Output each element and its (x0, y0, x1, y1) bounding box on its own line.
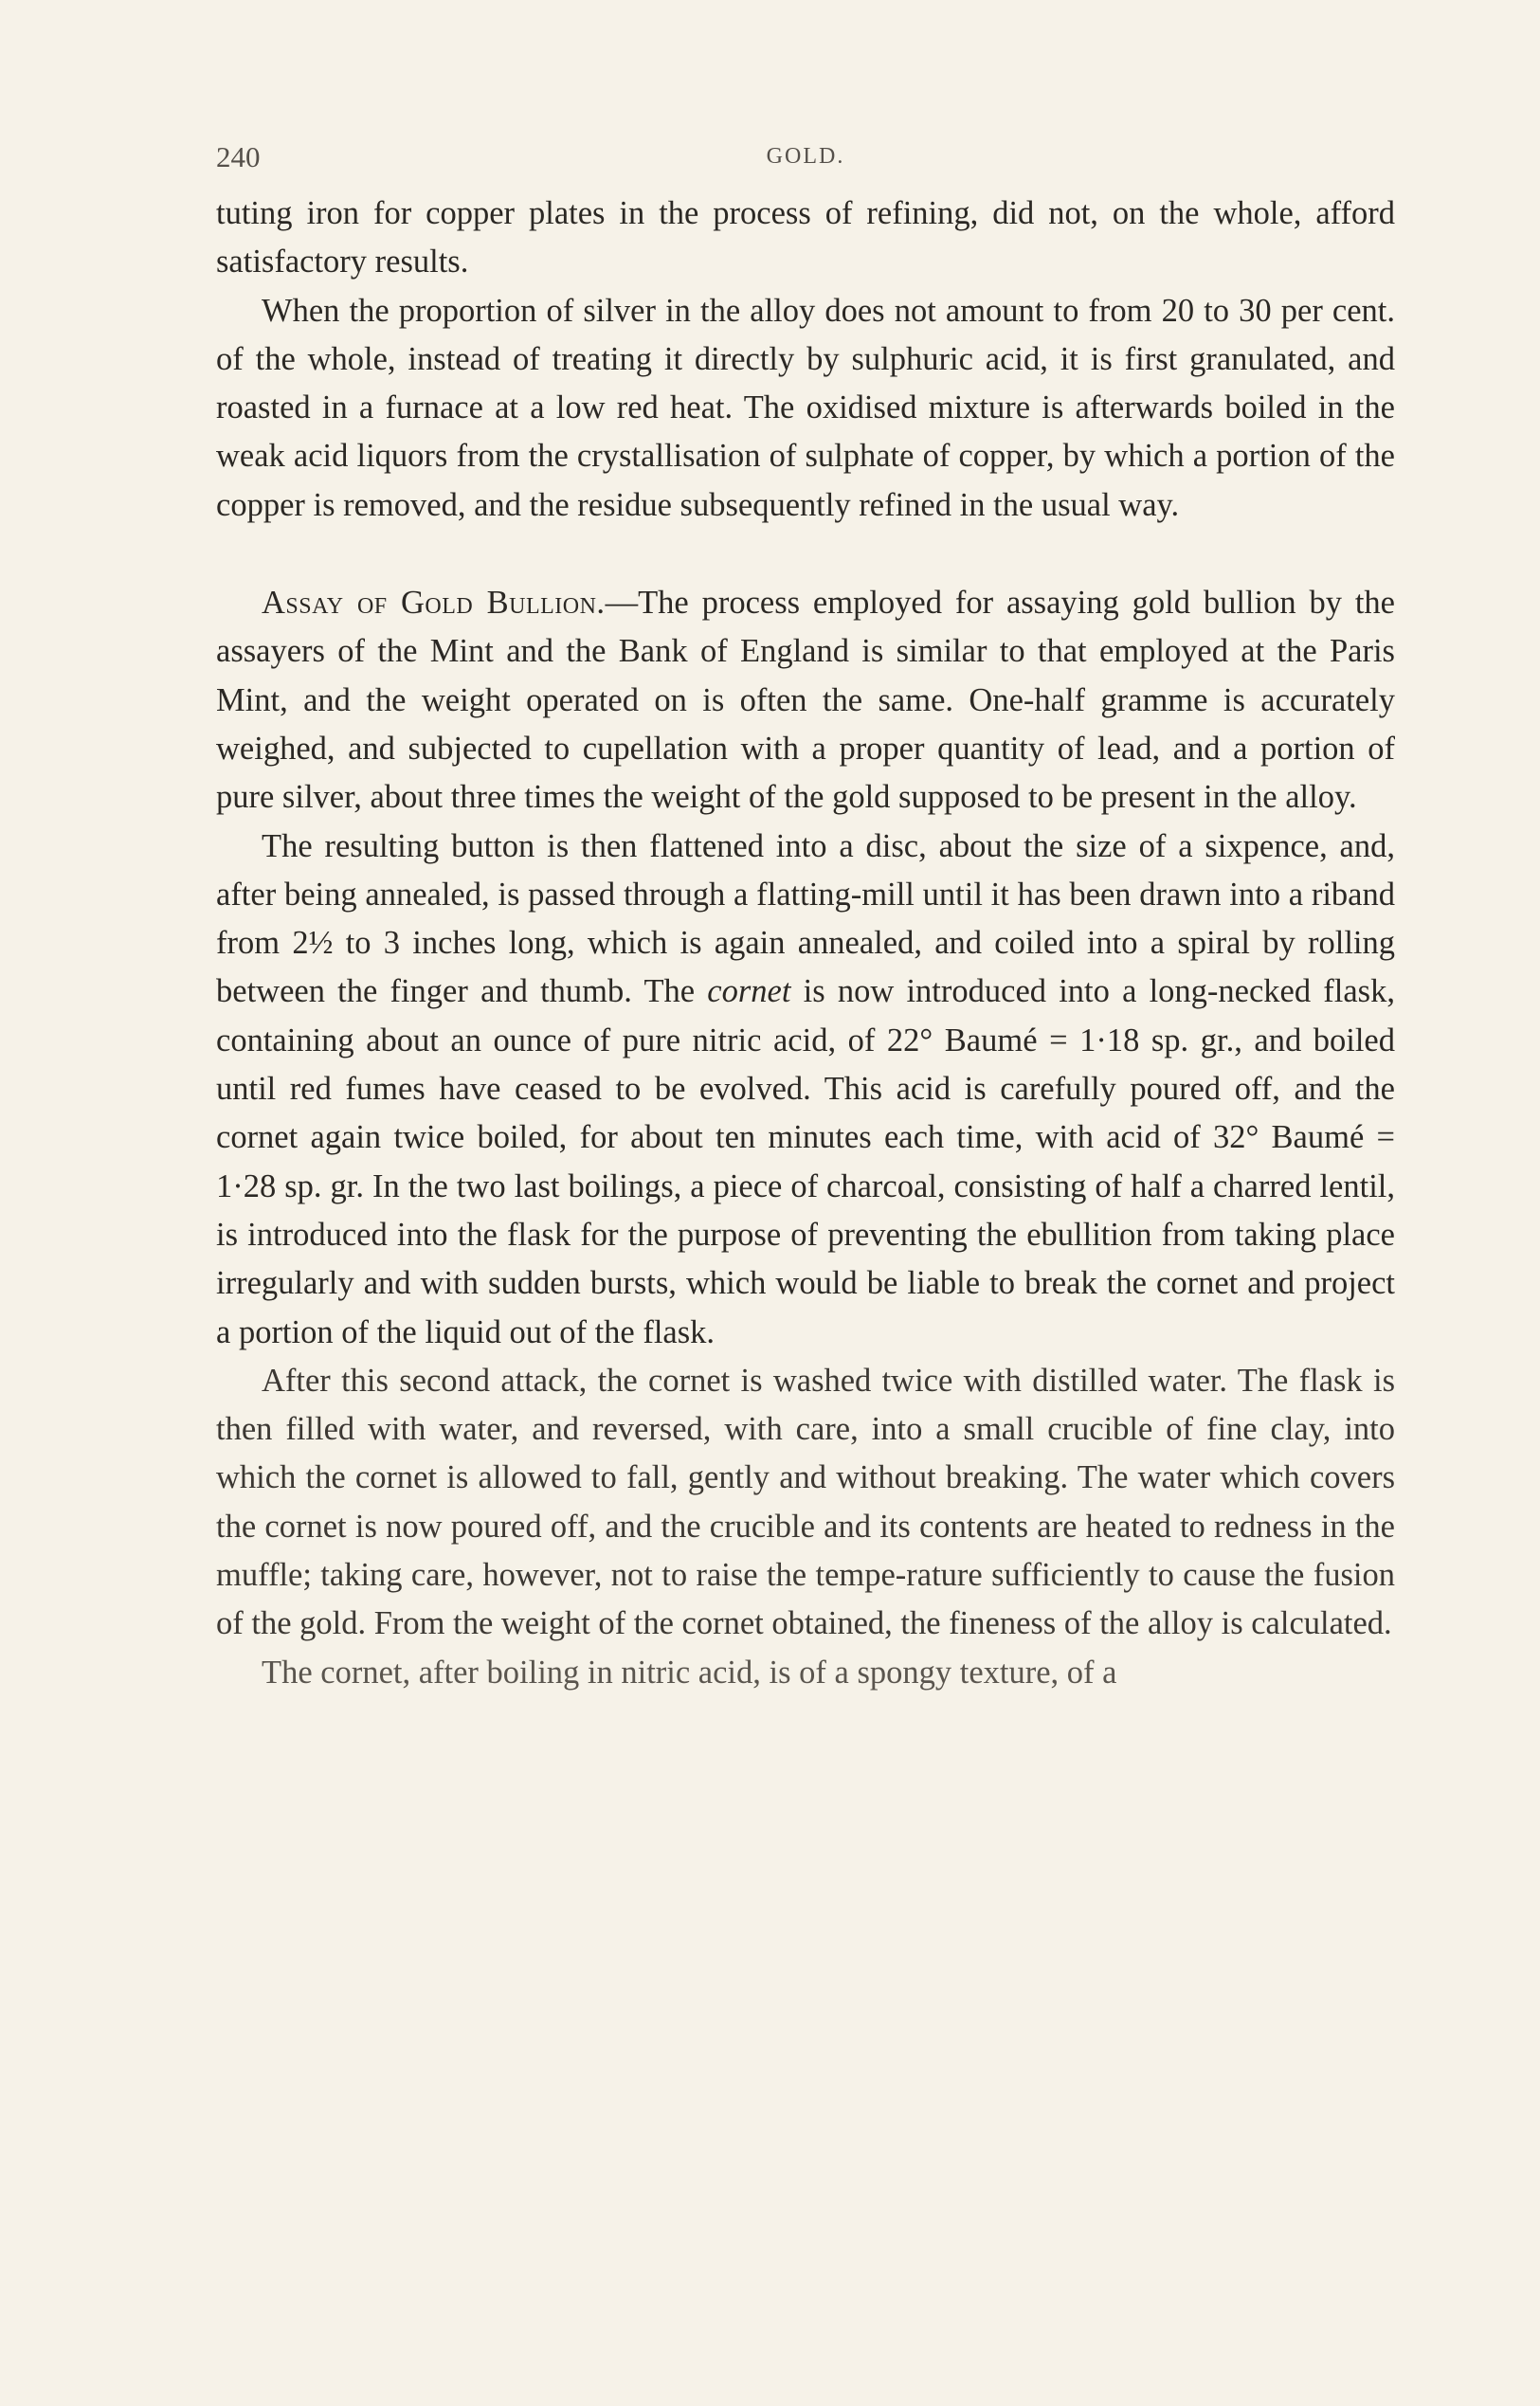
paragraph-second-attack: After this second attack, the cornet is washed twice with distilled water. The flask is then filled with water, and reversed, with care, into a small crucible of fine clay, into which the cornet is allowed to fall, gently and without breaking. The water which covers the cornet is now poured off, and the crucible and its contents are heated to redness in the muffle; taking care, however, not to raise the tempe-rature sufficiently to cause the fusion of the gold. From the weight of the cornet obtained, the fineness of the alloy is calculated. (216, 1362, 1395, 1642)
paragraph-silver-proportion: When the proportion of silver in the alloy does not amount to from 20 to 30 per cent. of the whole, instead of treating it directly by sulphuric acid, it is first granulated, and roasted in a furnace at a low red heat. The oxidised mixture is afterwards boiled in the weak acid liquors from the crystallisation of sulphate of copper, by which a portion of the copper is removed, and the residue subsequently refined in the usual way. (216, 292, 1395, 523)
paragraph-assay-of-gold-bullion (216, 579, 1395, 822)
paragraph-resulting-button (216, 823, 1395, 1357)
running-head (216, 133, 1395, 190)
paragraph-continued: tuting iron for copper plates in the process of refining, did not, on the whole, afford satisfactory results. (216, 195, 1395, 280)
section-heading: Assay of Gold Bullion. (262, 585, 606, 622)
page-number: 240 (216, 140, 261, 173)
running-title: GOLD. (766, 144, 845, 169)
book-page (216, 133, 1395, 1697)
paragraph-cornet-texture: The cornet, after boiling in nitric acid, is of a spongy texture, of a (262, 1654, 1117, 1691)
body-text (216, 190, 1395, 1697)
italic-term: cornet (707, 973, 791, 1010)
paragraph-text: The resulting button is then flattened into a disc, about the size of a sixpence, and, after being annealed, is passed through a flatting-mill until it has been drawn into a riband from 2½ to 3 inches long, which is again annealed, and coiled into a spiral by rolling between the finger and thumb. The (216, 827, 1395, 1010)
paragraph-text: is now introduced into a long-necked flask, containing about an ounce of pure nitric acid, of 22° Baumé = 1·18 sp. gr., and boiled until red fumes have ceased to be evolved. This acid is carefully poured off, and the cornet again twice boiled, for about ten minutes each time, with acid of 32° Baumé = 1·28 sp. gr. In the two last boilings, a piece of charcoal, consisting of half a charred lentil, is introduced into the flask for the purpose of preventing the ebullition from taking place irregularly and with sudden bursts, which would be liable to break the cornet and project a portion of the liquid out of the flask. (216, 973, 1395, 1350)
paragraph-text: —The process employed for assaying gold bullion by the assayers of the Mint and the Bank of England is similar to that employed at the Paris Mint, and the weight operated on is often the same. One-half gramme is accurately weighed, and subjected to cupellation with a proper quantity of lead, and a portion of pure silver, about three times the weight of the gold supposed to be present in the alloy. (216, 585, 1395, 816)
